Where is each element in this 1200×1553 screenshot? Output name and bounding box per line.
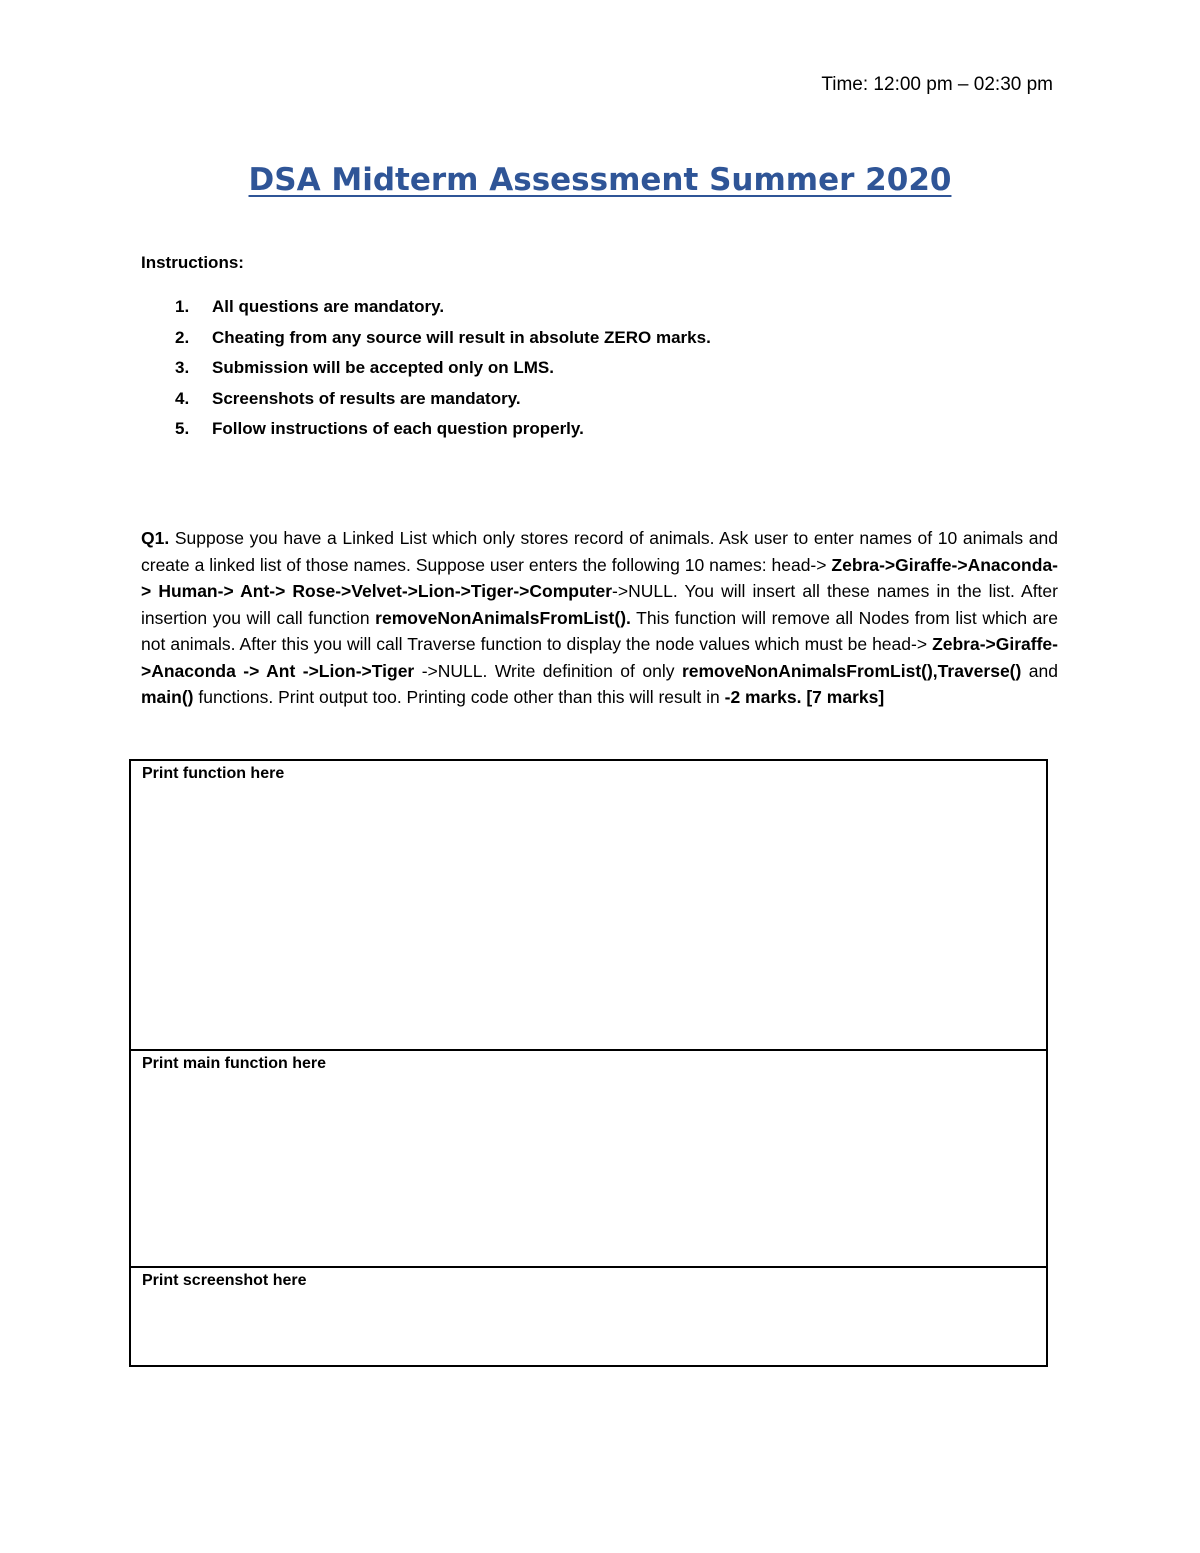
function-name: removeNonAnimalsFromList(). [375,607,631,628]
question-text: and [1021,660,1059,681]
instruction-number: 3. [175,358,190,377]
instruction-item [175,295,711,326]
instruction-number: 4. [175,388,190,408]
answer-cell-main[interactable] [130,1050,1047,1267]
question-text: This function will remove all Nodes from list which are not animals. After this you will call Traverse function to display the node values which must be head-> [141,607,1058,654]
instruction-item [175,326,711,357]
exam-time: Time: 12:00 pm – 02:30 pm [821,74,1053,95]
answer-cell-label: Print screenshot here [142,1272,307,1289]
question-label: Q1. [141,528,170,548]
instruction-item [175,387,711,418]
question-text: Suppose you have a Linked List which only stores record of animals. Ask user to enter names of 10 animals and create a linked list of those names. Suppose user enters the following 10 names: head-> [141,528,1058,575]
answer-row-main [130,1050,1047,1267]
instruction-item [175,417,711,448]
answer-cell-label: Print function here [142,765,285,782]
instruction-item [175,356,711,387]
instruction-text: Submission will be accepted only on LMS. [212,358,554,377]
input-list-example: Zebra->Giraffe->Anaconda-> Human-> Ant-> Rose->Velvet->Lion->Tiger->Computer [141,554,1058,601]
answer-cell-screenshot[interactable] [130,1267,1047,1366]
instruction-text: Screenshots of results are mandatory. [212,388,521,408]
functions-list: removeNonAnimalsFromList(),Traverse() [681,660,1022,681]
answer-row-function [130,760,1047,1050]
document-title: DSA Midterm Assessment Summer 2020 [248,162,952,198]
answer-cell-label: Print main function here [142,1055,327,1072]
question-text: functions. Print output too. Printing code other than this will result in [193,687,725,707]
instruction-text: Follow instructions of each question properly. [212,419,584,438]
question-1 [141,525,1058,711]
instruction-text: All questions are mandatory. [212,297,445,316]
instruction-number: 2. [175,327,190,347]
answer-row-screenshot [130,1267,1047,1366]
marks-text: [7 marks] [806,687,885,707]
instructions-list [175,295,711,448]
penalty-text: -2 marks. [724,687,802,707]
instruction-number: 5. [175,419,190,438]
question-text: ->NULL. You will insert all these names in the list. After insertion you will call function [141,581,1058,628]
main-function-name: main() [141,687,194,707]
output-list-example: Zebra->Giraffe->Anaconda -> Ant ->Lion->Tiger [141,634,1058,681]
answer-cell-function[interactable] [130,760,1047,1050]
answer-table [129,759,1048,1367]
instruction-text: Cheating from any source will result in absolute ZERO marks. [212,327,711,347]
instruction-number: 1. [175,297,190,316]
question-text: ->NULL. Write definition of only [414,660,682,681]
instructions-label: Instructions: [141,253,244,272]
